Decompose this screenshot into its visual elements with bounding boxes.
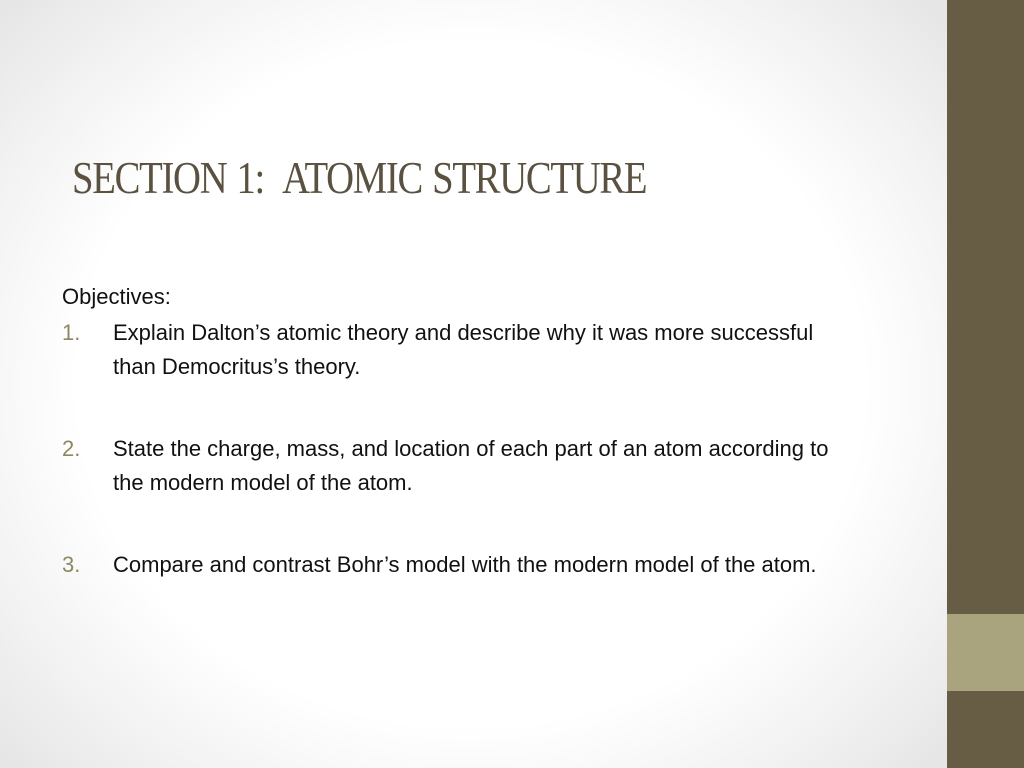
objective-item-2 (62, 432, 842, 500)
objective-number: 3. (62, 552, 81, 577)
decorative-sidebar (947, 0, 1024, 768)
objectives-list (62, 316, 842, 582)
objective-text: State the charge, mass, and location of each part of an atom according to the modern model of the atom. (113, 436, 829, 495)
objective-number: 1. (62, 320, 81, 345)
objective-number: 2. (62, 436, 81, 461)
slide-content (62, 280, 842, 630)
sidebar-accent-block (947, 614, 1024, 691)
slide-title: SECTION 1: ATOMIC STRUCTURE (72, 153, 647, 203)
objective-item-1 (62, 316, 842, 384)
objective-text: Explain Dalton’s atomic theory and describe why it was more successful than Democritus’s theory. (113, 320, 814, 379)
objective-item-3 (62, 548, 842, 582)
objective-text: Compare and contrast Bohr’s model with the modern model of the atom. (113, 552, 817, 577)
objectives-heading: Objectives: (62, 284, 171, 309)
